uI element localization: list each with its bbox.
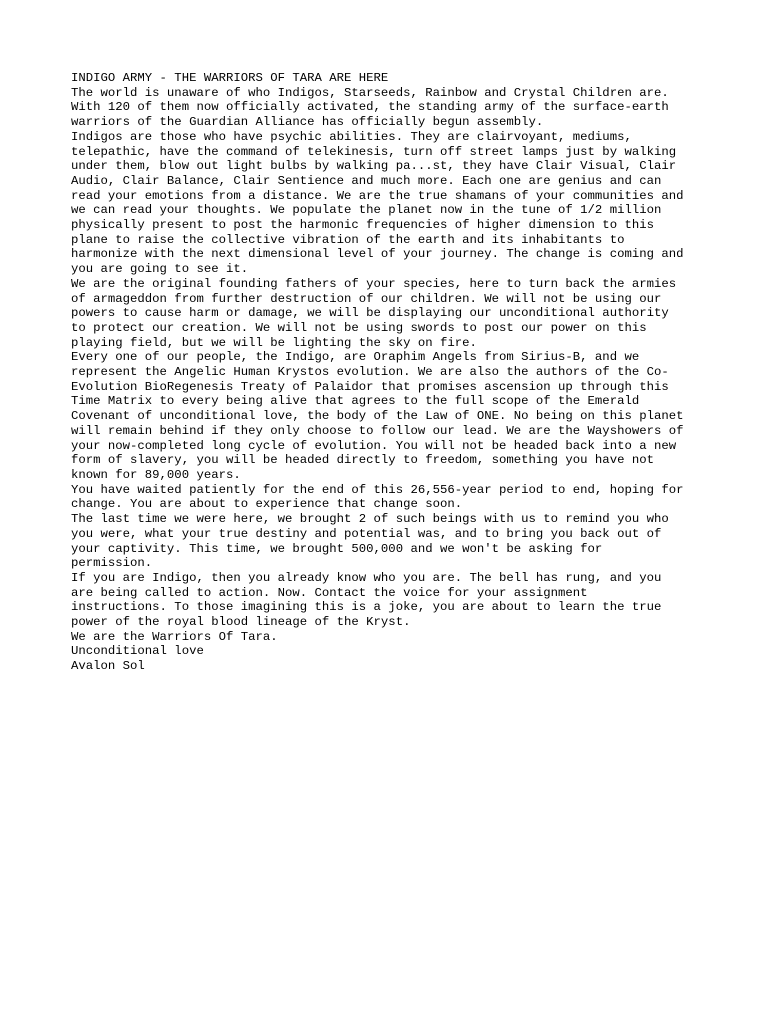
text-line: The world is unaware of who Indigos, Starseeds, Rainbow and Crystal Children are. <box>71 85 669 100</box>
text-line: With 120 of them now officially activated, the standing army of the surface-earth <box>71 100 669 115</box>
text-line: plane to raise the collective vibration of the earth and its inhabitants to <box>71 232 625 247</box>
text-line: to protect our creation. We will not be using swords to post our power on this <box>71 320 647 335</box>
text-line: Indigos are those who have psychic abilities. They are clairvoyant, mediums, <box>71 129 632 144</box>
text-line: We are the original founding fathers of your species, here to turn back the armies <box>71 276 677 291</box>
text-line: your now-completed long cycle of evolution. You will not be headed back into a new <box>71 438 677 453</box>
text-line: physically present to post the harmonic frequencies of higher dimension to this <box>71 218 654 233</box>
text-line: of armageddon from further destruction of our children. We will not be using our <box>71 291 662 306</box>
text-line: warriors of the Guardian Alliance has officially begun assembly. <box>71 115 544 130</box>
text-line: harmonize with the next dimensional level of your journey. The change is coming and <box>71 247 684 262</box>
text-line: instructions. To those imagining this is a joke, you are about to learn the true <box>71 600 662 615</box>
text-line: You have waited patiently for the end of this 26,556-year period to end, hoping for <box>71 482 684 497</box>
signature-line: Avalon Sol <box>71 659 145 674</box>
text-line: Audio, Clair Balance, Clair Sentience and much more. Each one are genius and can <box>71 173 662 188</box>
text-line: under them, blow out light bulbs by walking pa...st, they have Clair Visual, Clair <box>71 159 677 174</box>
text-line: Every one of our people, the Indigo, are Oraphim Angels from Sirius-B, and we <box>71 350 640 365</box>
text-line: form of slavery, you will be headed directly to freedom, something you have not <box>71 453 654 468</box>
text-line: Covenant of unconditional love, the body of the Law of ONE. No being on this planet <box>71 409 684 424</box>
document-title: INDIGO ARMY - THE WARRIORS OF TARA ARE HERE <box>71 71 389 85</box>
text-line: your captivity. This time, we brought 500,000 and we won't be asking for <box>71 541 603 556</box>
text-line: known for 89,000 years. <box>71 467 241 482</box>
text-line: will remain behind if they only choose to follow our lead. We are the Wayshowers of <box>71 423 684 438</box>
text-line: Unconditional love <box>71 644 204 659</box>
text-line: powers to cause harm or damage, we will be displaying our unconditional authority <box>71 306 669 321</box>
text-line: represent the Angelic Human Krystos evolution. We are also the authors of the Co- <box>71 365 669 380</box>
document-body <box>71 71 711 674</box>
text-line: Time Matrix to every being alive that agrees to the full scope of the Emerald <box>71 394 640 409</box>
text-line: Evolution BioRegenesis Treaty of Palaidor that promises ascension up through this <box>71 379 669 394</box>
text-line: we can read your thoughts. We populate the planet now in the tune of 1/2 million <box>71 203 662 218</box>
text-line: read your emotions from a distance. We are the true shamans of your communities and <box>71 188 684 203</box>
text-line: The last time we were here, we brought 2 of such beings with us to remind you who <box>71 512 669 527</box>
text-line: telepathic, have the command of telekinesis, turn off street lamps just by walking <box>71 144 677 159</box>
text-line: playing field, but we will be lighting the sky on fire. <box>71 335 477 350</box>
text-line: permission. <box>71 556 153 571</box>
text-line: power of the royal blood lineage of the Kryst. <box>71 615 411 630</box>
text-line: you are going to see it. <box>71 262 249 277</box>
text-line: are being called to action. Now. Contact the voice for your assignment <box>71 585 588 600</box>
text-line: you were, what your true destiny and potential was, and to bring you back out of <box>71 526 662 541</box>
text-line: If you are Indigo, then you already know who you are. The bell has rung, and you <box>71 570 662 585</box>
text-line: change. You are about to experience that change soon. <box>71 497 463 512</box>
text-line: We are the Warriors Of Tara. <box>71 629 278 644</box>
